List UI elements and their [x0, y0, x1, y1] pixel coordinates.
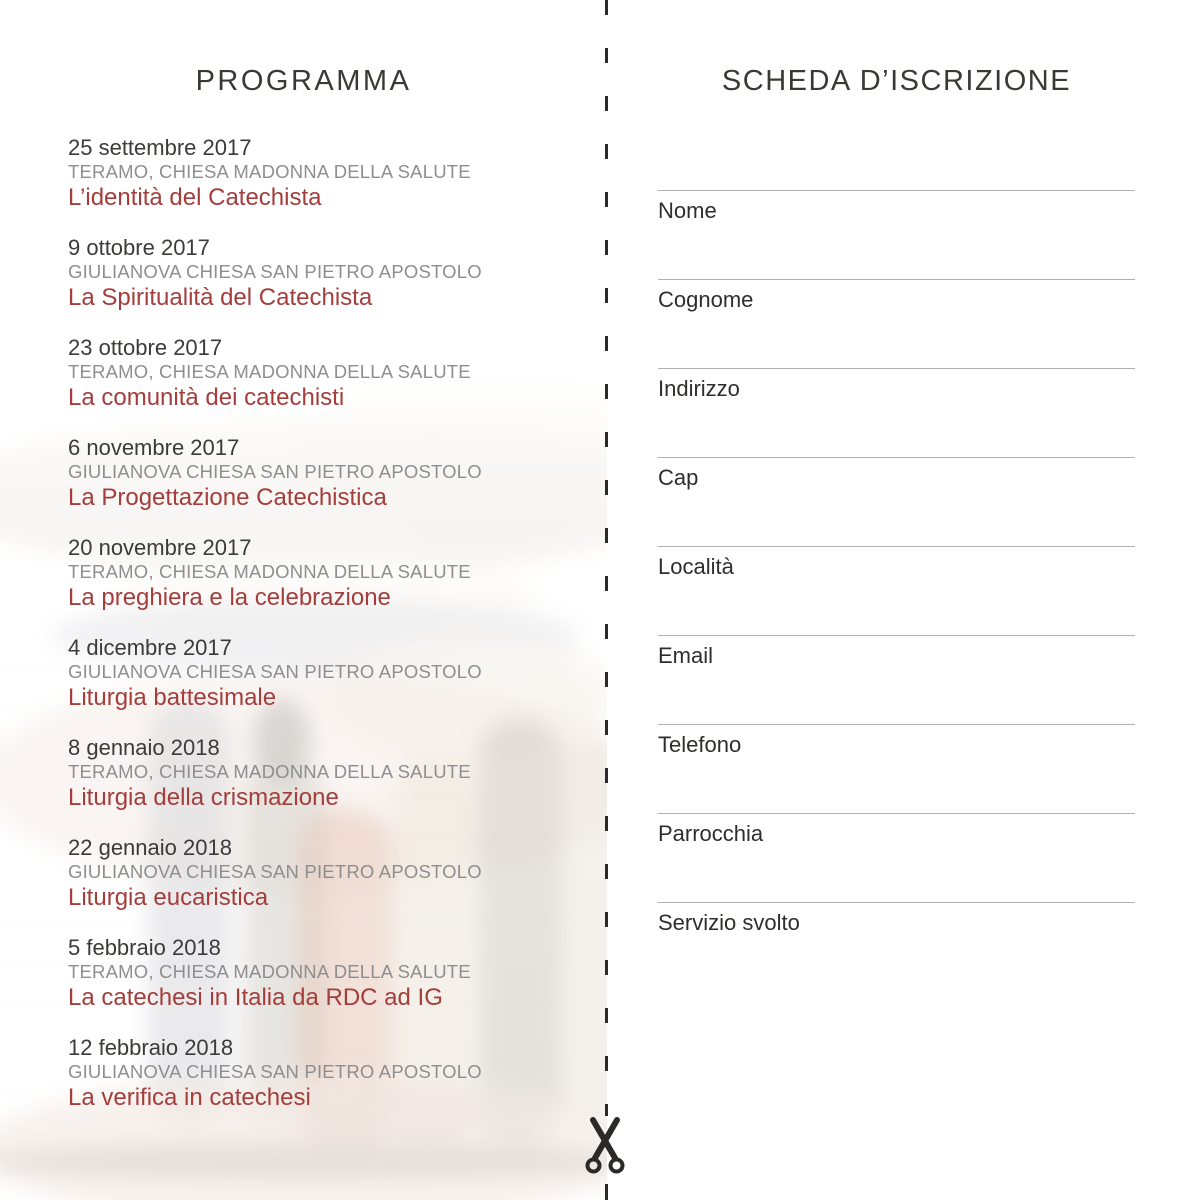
- entry-location: GIULIANOVA CHIESA SAN PIETRO APOSTOLO: [68, 261, 482, 282]
- entry-date: 4 dicembre 2017: [68, 635, 232, 660]
- field-label: Email: [658, 643, 714, 668]
- entry-topic: La catechesi in Italia da RDC ad IG: [68, 984, 443, 1011]
- entry-date: 22 gennaio 2018: [68, 835, 232, 860]
- entry-topic: Liturgia battesimale: [68, 684, 277, 711]
- form-field-cap[interactable]: [658, 457, 1135, 546]
- entry-topic: Liturgia della crismazione: [68, 784, 339, 811]
- program-entry: [68, 235, 578, 311]
- program-entry: [68, 535, 578, 611]
- entry-location: GIULIANOVA CHIESA SAN PIETRO APOSTOLO: [68, 661, 482, 682]
- entry-topic: La preghiera e la celebrazione: [68, 584, 391, 611]
- entry-date: 8 gennaio 2018: [68, 735, 220, 760]
- entry-location: TERAMO, CHIESA MADONNA DELLA SALUTE: [68, 161, 471, 182]
- field-label: Telefono: [658, 732, 742, 757]
- program-list: [68, 135, 578, 1111]
- entry-location: GIULIANOVA CHIESA SAN PIETRO APOSTOLO: [68, 461, 482, 482]
- entry-date: 12 febbraio 2018: [68, 1035, 234, 1060]
- scissors-icon: [584, 1117, 626, 1175]
- field-label: Cognome: [658, 287, 754, 312]
- entry-topic: La Spiritualità del Catechista: [68, 284, 373, 311]
- program-entry: [68, 635, 578, 711]
- registration-panel: [607, 0, 1200, 1200]
- cut-line: [605, 0, 608, 1116]
- field-label: Indirizzo: [658, 376, 740, 401]
- entry-date: 9 ottobre 2017: [68, 235, 210, 260]
- entry-location: GIULIANOVA CHIESA SAN PIETRO APOSTOLO: [68, 1061, 482, 1082]
- program-entry: [68, 135, 578, 211]
- entry-topic: La verifica in catechesi: [68, 1084, 311, 1111]
- registration-title: SCHEDA D’ISCRIZIONE: [721, 65, 1072, 97]
- entry-location: TERAMO, CHIESA MADONNA DELLA SALUTE: [68, 361, 471, 382]
- entry-topic: Liturgia eucaristica: [68, 884, 269, 911]
- field-label: Parrocchia: [658, 821, 764, 846]
- entry-date: 23 ottobre 2017: [68, 335, 223, 360]
- form-field-indirizzo[interactable]: [658, 368, 1135, 457]
- entry-topic: La Progettazione Catechistica: [68, 484, 387, 511]
- field-label: Località: [658, 554, 734, 579]
- entry-topic: La comunità dei catechisti: [68, 384, 345, 411]
- registration-fields: [658, 190, 1135, 991]
- entry-topic: L’identità del Catechista: [68, 184, 322, 211]
- field-label: Servizio svolto: [658, 910, 800, 935]
- program-title: PROGRAMMA: [195, 65, 412, 97]
- entry-date: 6 novembre 2017: [68, 435, 240, 460]
- program-entry: [68, 1035, 578, 1111]
- program-entry: [68, 335, 578, 411]
- form-field-nome[interactable]: [658, 190, 1135, 279]
- field-label: Nome: [658, 198, 717, 223]
- program-entry: [68, 435, 578, 511]
- program-entry: [68, 935, 578, 1011]
- form-field-email[interactable]: [658, 635, 1135, 724]
- entry-location: TERAMO, CHIESA MADONNA DELLA SALUTE: [68, 761, 471, 782]
- entry-date: 5 febbraio 2018: [68, 935, 221, 960]
- entry-location: GIULIANOVA CHIESA SAN PIETRO APOSTOLO: [68, 861, 482, 882]
- field-label: Cap: [658, 465, 699, 490]
- entry-location: TERAMO, CHIESA MADONNA DELLA SALUTE: [68, 961, 471, 982]
- cut-line-bottom: [605, 1184, 608, 1200]
- form-field-cognome[interactable]: [658, 279, 1135, 368]
- entry-date: 20 novembre 2017: [68, 535, 252, 560]
- entry-date: 25 settembre 2017: [68, 135, 252, 160]
- program-entry: [68, 835, 578, 911]
- form-field-localita[interactable]: [658, 546, 1135, 635]
- entry-location: TERAMO, CHIESA MADONNA DELLA SALUTE: [68, 561, 471, 582]
- program-entry: [68, 735, 578, 811]
- form-field-parrocchia[interactable]: [658, 813, 1135, 902]
- form-field-telefono[interactable]: [658, 724, 1135, 813]
- form-field-servizio-svolto[interactable]: [658, 902, 1135, 991]
